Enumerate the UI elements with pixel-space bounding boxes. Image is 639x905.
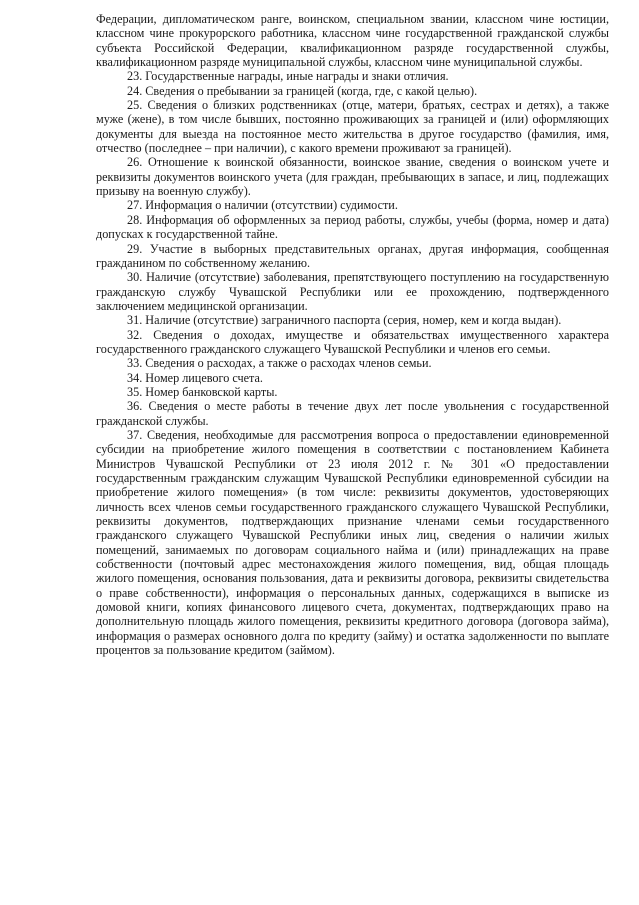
document-paragraph: 37. Сведения, необходимые для рассмотрения вопроса о предоставлении единовременной субсидии на приобретение жилого помещения в соответствии с постановлением Кабинета Министров Чувашской Республики от 23 июля 2012 г. № 301 «О предоставлении государственным гражданским служащим Чувашской Республики единовременной субсидии на приобретение жилого помещения» (в том числе: реквизиты документов, удостоверяющих личность всех членов семьи государственного гражданского служащего Чувашской Республики, реквизиты документов, подтверждающих признание членами семьи государственного гражданского служащего Чувашской Республики иных лиц, сведения о наличии жилых помещений, занимаемых по договорам социального найма и (или) принадлежащих на праве собственности (почтовый адрес местонахождения жилого помещения, вид, общая площадь жилого помещения, основания пользования, дата и реквизиты договора, реквизиты свидетельства о праве собственности), информация о персональных данных, содержащихся в выписке из домовой книги, копиях финансового лицевого счета, документах, подтверждающих право на дополнительную площадь жилого помещения, реквизиты кредитного договора (договора займа), информация о размерах основного долга по кредиту (займу) и остатка задолженности по выплате процентов за пользование кредитом (займом). (96, 427, 609, 658)
document-paragraph: 24. Сведения о пребывании за границей (когда, где, с какой целью). (127, 83, 478, 98)
document-paragraph: 32. Сведения о доходах, имуществе и обязательствах имущественного характера государственного гражданского служащего Чувашской Республики и членов его семьи. (96, 327, 609, 356)
document-paragraph: 31. Наличие (отсутствие) заграничного паспорта (серия, номер, кем и когда выдан). (127, 313, 562, 328)
document-paragraph: 35. Номер банковской карты. (127, 384, 278, 399)
document-paragraph: 36. Сведения о месте работы в течение двух лет после увольнения с государственной гражданской службы. (96, 399, 609, 428)
document-body (96, 12, 609, 657)
document-paragraph: 28. Информация об оформленных за период работы, службы, учебы (форма, номер и дата) допусках к государственной тайне. (96, 212, 609, 242)
document-paragraph: 34. Номер лицевого счета. (127, 370, 263, 385)
document-paragraph: 29. Участие в выборных представительных органах, другая информация, сообщенная гражданином по собственному желанию. (96, 241, 609, 270)
document-paragraph: 27. Информация о наличии (отсутствии) судимости. (127, 198, 398, 213)
document-paragraph: 30. Наличие (отсутствие) заболевания, препятствующего поступлению на государственную гражданскую службу Чувашской Республики или ее прохождению, подтвержденного заключением медицинской организации. (96, 270, 609, 313)
document-paragraph: Федерации, дипломатическом ранге, воинском, специальном звании, классном чине юстиции, классном чине прокурорского работника, классном чине государственной гражданской службы субъекта Российской Федерации, квалификационном разряде государственной службы, квалификационном разряде муниципальной службы, классном чине муниципальной службы. (96, 12, 609, 70)
document-paragraph: 25. Сведения о близких родственниках (отце, матери, братьях, сестрах и детях), а также муже (жене), в том числе бывших, постоянно проживающих за границей и (или) оформляющих документы для выезда на постоянное место жительства в другое государство (фамилия, имя, отчество (последнее – при наличии), с какого времени проживают за границей). (96, 98, 609, 156)
document-paragraph: 26. Отношение к воинской обязанности, воинское звание, сведения о воинском учете и реквизиты документов воинского учета (для граждан, пребывающих в запасе, и лиц, подлежащих призыву на военную службу). (96, 155, 609, 199)
document-paragraph: 33. Сведения о расходах, а также о расходах членов семьи. (127, 356, 432, 371)
document-paragraph: 23. Государственные награды, иные награды и знаки отличия. (127, 69, 449, 84)
